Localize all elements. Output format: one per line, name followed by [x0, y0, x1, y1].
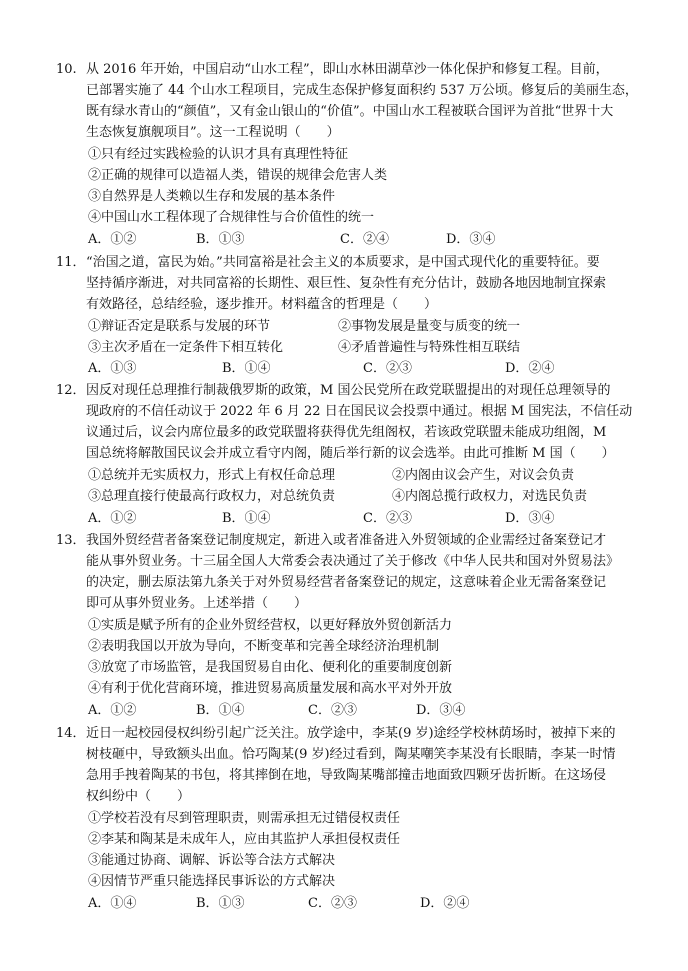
question-12-statement-1: ①总统并无实质权力，形式上有权任命总理 — [88, 468, 336, 483]
question-10-option-c: C．②④ — [340, 232, 389, 247]
question-11-statement-2: ②事物发展是量变与质变的统一 — [338, 319, 521, 334]
question-10-statement-4: ④中国山水工程体现了合规律性与合价值性的统一 — [88, 210, 375, 225]
question-10-text-line-2: 已部署实施了 44 个山水工程项目，完成生态保护修复面积约 537 万公顷。修复后的美丽生态， — [86, 83, 638, 98]
question-14-option-c: C．②③ — [308, 896, 357, 911]
question-13-statement-2: ②表明我国以开放为导向，不断变革和完善全球经济治理机制 — [88, 639, 440, 654]
question-12-text-line-3: 议通过后，议会内席位最多的政党联盟将获得优先组阁权，若该政党联盟未能成功组阁，M — [86, 425, 607, 440]
question-14-text-line-1: 近日一起校园侵权纠纷引起广泛关注。放学途中，李某(9 岁)途经学校林荫场时，被掉下来的 — [86, 726, 616, 741]
question-12-option-d: D．③④ — [505, 511, 555, 526]
question-13-statement-1: ①实质是赋予所有的企业外贸经营权，以更好释放外贸创新活力 — [88, 618, 453, 633]
question-14-number: 14． — [56, 726, 86, 741]
question-10-statement-2: ②正确的规律可以造福人类，错误的规律会危害人类 — [88, 168, 388, 183]
question-12-text-line-1: 因反对现任总理推行制裁俄罗斯的政策，M 国公民党所在政党联盟提出的对现任总理领导的 — [86, 383, 611, 398]
question-10-option-a: A．①② — [88, 232, 137, 247]
question-13-text-line-2: 能从事外贸业务。十三届全国人大常委会表决通过了关于修改《中华人民共和国对外贸易法》 — [86, 554, 620, 569]
question-14-option-b: B．①③ — [196, 896, 245, 911]
question-10-text-line-3: 既有绿水青山的“颜值”，又有金山银山的“价值”。中国山水工程被联合国评为首批“世界十大 — [86, 104, 614, 119]
question-11-number: 11． — [56, 255, 86, 270]
question-12-option-b: B．①④ — [222, 511, 271, 526]
question-11-option-d: D．②④ — [505, 361, 555, 376]
question-11-text-line-2: 坚持循序渐进，对共同富裕的长期性、艰巨性、复杂性有充分估计，鼓励各地因地制宜探索 — [86, 276, 607, 291]
question-13-text-line-4: 即可从事外贸业务。上述举措（ ） — [86, 596, 308, 611]
question-14-text-line-4: 权纠纷中（ ） — [86, 789, 191, 804]
question-13-option-d: D．③④ — [416, 703, 466, 718]
question-14-text-line-2: 树枝砸中，导致额头出血。恰巧陶某(9 岁)经过看到，陶某嘲笑李某没有长眼睛，李某一时情 — [86, 747, 616, 762]
question-10-option-b: B．①③ — [196, 232, 245, 247]
question-14-statement-2: ②李某和陶某是未成年人，应由其监护人承担侵权责任 — [88, 832, 401, 847]
question-11-text-line-3: 有效路径，总结经验，逐步推开。材料蕴含的哲理是（ ） — [86, 297, 438, 312]
question-11-option-b: B．①④ — [222, 361, 271, 376]
question-14-option-d: D．②④ — [420, 896, 470, 911]
question-11-statement-1: ①辩证否定是联系与发展的环节 — [88, 319, 271, 334]
question-13-number: 13． — [56, 533, 86, 548]
question-10-number: 10. — [56, 62, 77, 77]
question-12-option-c: C．②③ — [363, 511, 412, 526]
question-14-option-a: A．①④ — [88, 896, 137, 911]
question-10-statement-3: ③自然界是人类赖以生存和发展的基本条件 — [88, 189, 336, 204]
question-11-statement-4: ④矛盾普遍性与特殊性相互联结 — [338, 340, 521, 355]
question-11-text-line-1: “治国之道，富民为始。”共同富裕是社会主义的本质要求，是中国式现代化的重要特征。要 — [86, 255, 600, 270]
question-13-option-a: A．①② — [88, 703, 137, 718]
question-14-statement-3: ③能通过协商、调解、诉讼等合法方式解决 — [88, 853, 336, 868]
question-14-statement-1: ①学校若没有尽到管理职责，则需承担无过错侵权责任 — [88, 811, 401, 826]
question-11-option-c: C．②③ — [363, 361, 412, 376]
question-10-text-line-1: 从 2016 年开始，中国启动“山水工程”，即山水林田湖草沙一体化保护和修复工程。目前， — [86, 62, 609, 77]
question-14-text-line-3: 急用手拽着陶某的书包，将其摔倒在地，导致陶某嘴部撞击地面致四颗牙齿折断。在这场侵 — [86, 768, 607, 783]
question-12-text-line-2: 现政府的不信任动议于 2022 年 6 月 22 日在国民议会投票中通过。根据 M 国宪法，不信任动 — [86, 404, 633, 419]
question-13-statement-4: ④有利于优化营商环境，推进贸易高质量发展和高水平对外开放 — [88, 681, 453, 696]
question-13-option-c: C．②③ — [308, 703, 357, 718]
question-12-option-a: A．①② — [88, 511, 137, 526]
question-10-statement-1: ①只有经过实践检验的认识才具有真理性特征 — [88, 147, 349, 162]
question-10-option-d: D．③④ — [446, 232, 496, 247]
question-13-text-line-3: 的决定，删去原法第九条关于对外贸易经营者备案登记的规定，这意味着企业无需备案登记 — [86, 575, 607, 590]
question-14-statement-4: ④因情节严重只能选择民事诉讼的方式解决 — [88, 874, 336, 889]
question-11-option-a: A．①③ — [88, 361, 137, 376]
question-13-option-b: B．①④ — [196, 703, 245, 718]
question-10-text-line-4: 生态恢复旗舰项目”。这一工程说明（ ） — [86, 125, 340, 140]
question-11-statement-3: ③主次矛盾在一定条件下相互转化 — [88, 340, 284, 355]
question-12-text-line-4: 国总统将解散国民议会并成立看守内阁，随后举行新的议会选举。由此可推断 M 国（ ） — [86, 446, 615, 461]
question-13-text-line-1: 我国外贸经营者备案登记制度规定，新进入或者准备进入外贸领域的企业需经过备案登记才 — [86, 533, 607, 548]
question-12-statement-2: ②内阁由议会产生，对议会负责 — [392, 468, 575, 483]
question-12-number: 12． — [56, 383, 86, 398]
question-12-statement-3: ③总理直接行使最高行政权力，对总统负责 — [88, 489, 336, 504]
question-12-statement-4: ④内阁总揽行政权力，对选民负责 — [392, 489, 588, 504]
question-13-statement-3: ③放宽了市场监管，是我国贸易自由化、便利化的重要制度创新 — [88, 660, 453, 675]
